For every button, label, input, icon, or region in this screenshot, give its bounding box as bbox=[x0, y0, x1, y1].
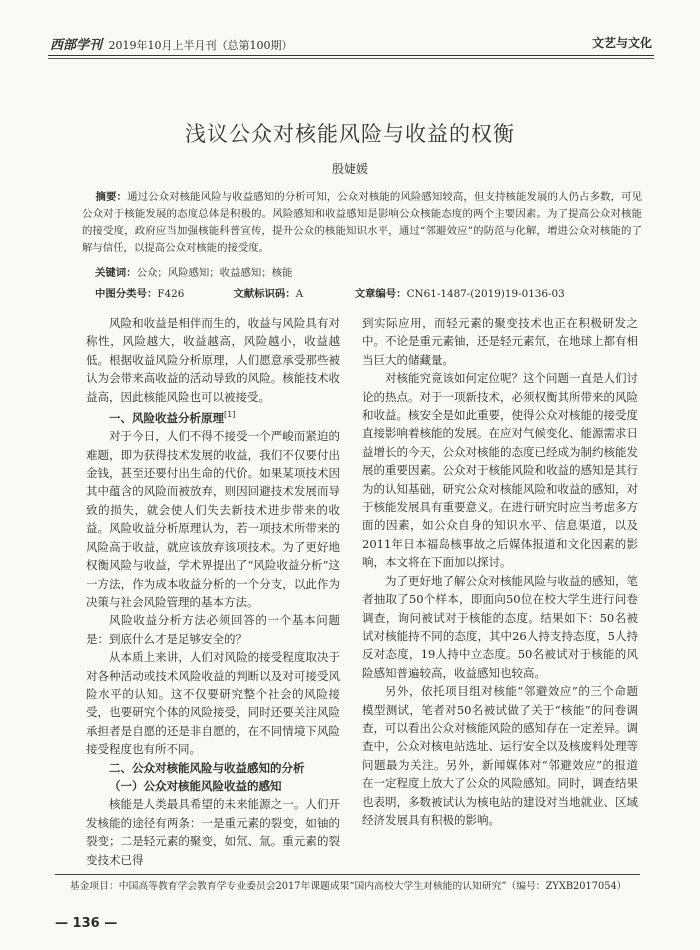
doc-code-label: 文献标识码： bbox=[233, 288, 296, 300]
keywords bbox=[95, 264, 292, 279]
body-paragraph: 另外，依托项目组对核能“邻避效应”的三个命题模型测试，笔者对50名被试做了关于“核能”的问卷调查，可以看出公众对核能风险的感知存在一定差异。调查中，公众对核电站选址、运行安全以及核废料处理等问题最为关注。另外，新闻媒体对“邻避效应”的报道在一定程度上放大了公众的风险感知。同时，调查结果也表明，多数被试认为核电站的建设对当地就业、区域经济发展具有积极的影响。 bbox=[362, 684, 638, 827]
journal-name: 西部学刊 bbox=[50, 38, 103, 53]
issue-info: 2019年10月上半月刊（总第100期） bbox=[108, 39, 293, 52]
article-number bbox=[355, 285, 565, 300]
body-column-left bbox=[86, 314, 340, 870]
body-paragraph: 对核能究竟该如何定位呢？这个问题一直是人们讨论的热点。对于一项新技术，必须权衡其所带来的风险和收益。核安全是如此重要，使得公众对核能的接受度直接影响着核能的发展。在应对气候变化、能源需求日益增长的今天，公众对核能的态度已经成为制约核能发展的重要因素。公众对于核能风险和收益的感知是其行为的认知基础，研究公众对核能风险和收益的感知，对于核能发展具有重要意义。在进行研究时应当考虑多方面的因素，如公众自身的知识水平、信息渠道，以及2011年日本福岛核事故之后媒体报道和文化因素的影响，本文将在下面加以探讨。 bbox=[362, 371, 638, 570]
clc-value: F426 bbox=[157, 288, 185, 300]
body-paragraph: 从本质上来讲，人们对风险的接受程度取决于对各种活动或技术风险收益的判断以及对可接受风险水平的认知。这不仅要研究整个社会的风险接受，也要研究个体的风险接受，同时还要关注风险承担者是自愿的还是非自愿的，在不同情境下风险接受程度也有所不同。 bbox=[86, 650, 340, 757]
body-paragraph: 对于今日，人们不得不接受一个严峻而紧迫的难题，即为获得技术发展的收益，我们不仅要付出金钱，甚至还要付出生命的代价。如果某项技术因其中蕴含的风险而被放弃，则因回避技术发展而导致的损失，就会使人们失去新技术进步带来的收益。风险收益分析原理认为，若一项技术所带来的风险高于收益，就应该放弃该项技术。为了更好地权衡风险与收益，学术界提出了“风险收益分析”这一方法，作为成本收益分析的一个分支，以此作为决策与社会风险管理的基本方法。 bbox=[86, 429, 340, 609]
article-title: 浅议公众对核能风险与收益的权衡 bbox=[185, 122, 515, 146]
section-heading bbox=[86, 406, 340, 427]
abstract-text: 通过公众对核能风险与收益感知的分析可知，公众对核能的风险感知较高，但支持核能发展的人仍占多数，可见公众对于核能发展的态度总体是积极的。风险感知和收益感知是影响公众核能态度的两个主要因素。为了提高公众对核能的接受度，政府应当加强核能科普宣传，提升公众的核能知识水平，通过“邻避效应”的防范与化解，增进公众对核能的了解与信任，以提高公众对核能的接受度。 bbox=[82, 191, 643, 254]
funding-footnote: 基金项目：中国高等教育学会教育学专业委员会2017年课题成果“国内高校大学生对核能的认知研究”（编号：ZYXB2017054） bbox=[69, 881, 627, 892]
body-paragraph: 核能是人类最具希望的未来能源之一。人们开发核能的途径有两条：一是重元素的裂变，如铀的裂变；二是轻元素的聚变，如氘、氚。重元素的裂变技术已得 bbox=[86, 797, 340, 867]
clc-label: 中图分类号： bbox=[95, 288, 158, 300]
page-number: — 136 — bbox=[55, 916, 118, 931]
section-heading-text: 一、风险收益分析原理 bbox=[109, 410, 224, 425]
header-rule-thin bbox=[48, 58, 654, 59]
footnote-rule bbox=[55, 874, 640, 875]
section-heading: 二、公众对核能风险与收益感知的分析 bbox=[109, 760, 305, 775]
body-paragraph-continued: 到实际应用，而轻元素的聚变技术也正在积极研发之中。不论是重元素铀，还是轻元素氘，在地球上都有相当巨大的储藏量。 bbox=[362, 316, 638, 367]
running-header-left bbox=[50, 34, 293, 53]
classification-line bbox=[95, 285, 640, 300]
header-rule bbox=[48, 55, 654, 56]
keywords-text: 公众；风险感知；收益感知；核能 bbox=[136, 267, 293, 279]
article-author: 殷婕媛 bbox=[331, 162, 368, 176]
body-paragraph: 为了更好地了解公众对核能风险与收益的感知，笔者抽取了50个样本，即面向50位在校大学生进行问卷调查，询问被试对于核能的态度。结果如下：50名被试对核能持不同的态度，其中26人持支持态度，5人持反对态度，19人持中立态度。50名被试对于核能的风险感知普遍较高，收益感知也较高。 bbox=[362, 573, 638, 680]
subsection-heading: （一）公众对核能风险收益的感知 bbox=[109, 778, 282, 793]
clc-number bbox=[95, 285, 230, 300]
body-paragraph: 风险收益分析方法必须回答的一个基本问题是：到底什么才是足够安全的？ bbox=[86, 613, 340, 646]
document-code bbox=[233, 285, 351, 300]
body-column-right bbox=[362, 314, 638, 870]
article-no-label: 文章编号： bbox=[354, 288, 407, 300]
footnote-reference: [1] bbox=[224, 410, 236, 420]
abstract bbox=[82, 189, 642, 257]
body-paragraph: 风险和收益是相伴而生的，收益与风险具有对称性，风险越大，收益越高，风险越小，收益越低。根据收益风险分析原理，人们愿意承受那些被认为会带来高收益的活动导致的风险。核能技术收益高，因此核能风险也可以被接受。 bbox=[86, 316, 340, 404]
doc-code-value: A bbox=[295, 288, 304, 300]
abstract-label: 摘要： bbox=[95, 191, 128, 203]
article-no-value: CN61-1487-(2019)19-0136-03 bbox=[406, 288, 565, 300]
keywords-label: 关键词： bbox=[95, 267, 137, 279]
section-name: 文艺与文化 bbox=[591, 36, 652, 50]
